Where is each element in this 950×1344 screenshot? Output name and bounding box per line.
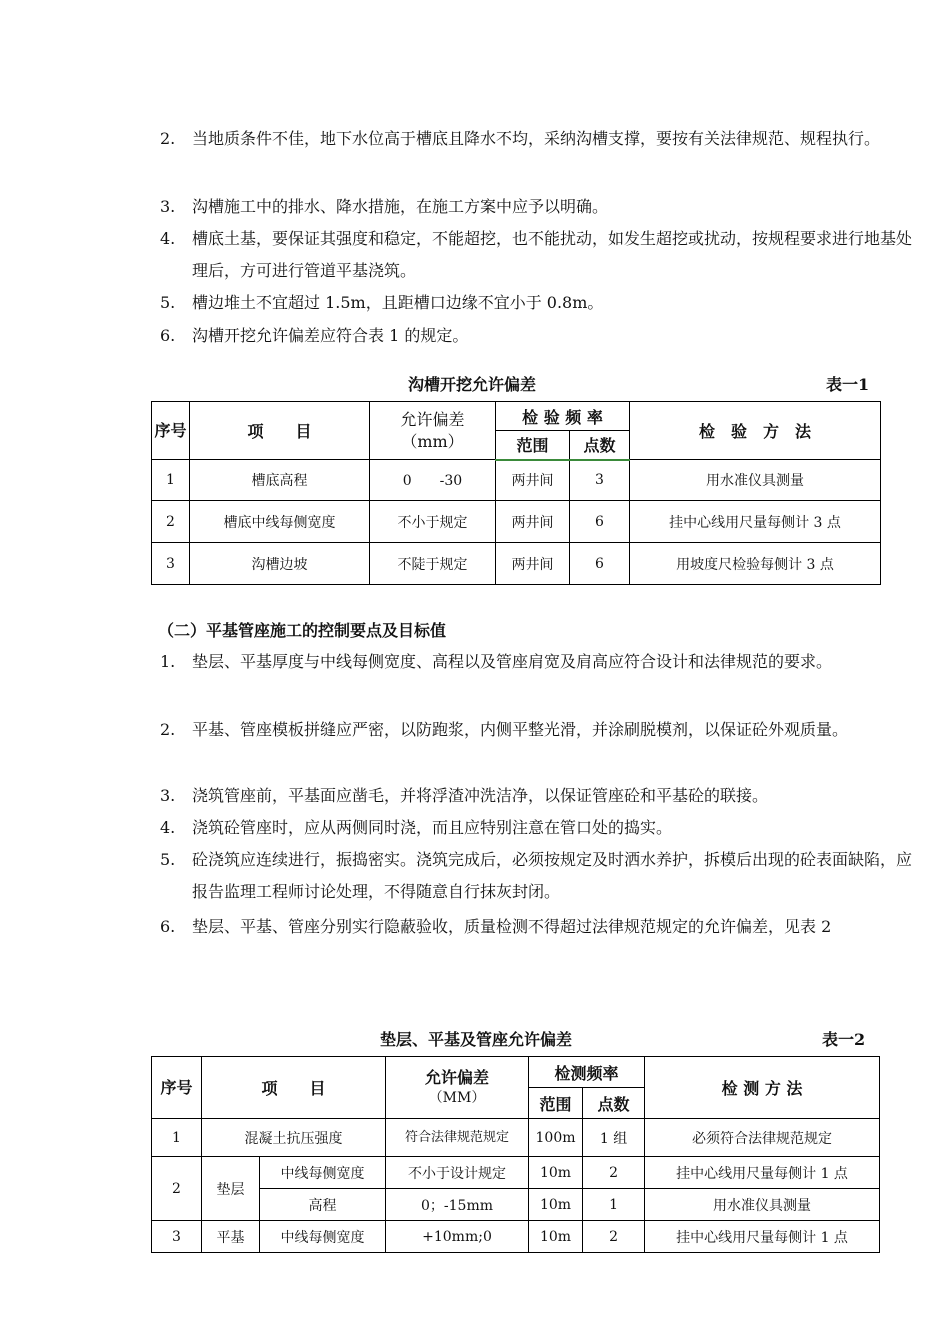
cell-method: 用水准仪具测量 <box>630 460 881 501</box>
cell-points: 6 <box>570 501 630 543</box>
header-points: 点数 <box>570 431 630 460</box>
list-item <box>160 844 912 908</box>
cell-points: 6 <box>570 543 630 585</box>
list-item-number: 4. <box>160 818 176 837</box>
table-caption: 沟槽开挖允许偏差 <box>408 375 537 394</box>
table-row <box>152 1157 880 1189</box>
cell-tolerance: 符合法律规范规定 <box>386 1119 529 1157</box>
header-tolerance-label: 允许偏差 <box>425 1067 490 1087</box>
table-row <box>152 1189 880 1221</box>
header-no: 序号 <box>152 1057 202 1119</box>
table-row <box>152 501 881 543</box>
header-points: 点数 <box>583 1088 645 1119</box>
cell-tolerance: +10mm;0 <box>386 1221 529 1253</box>
list-item <box>160 646 912 678</box>
cell-tolerance: 0；-15mm <box>386 1189 529 1221</box>
header-item: 项 目 <box>202 1057 386 1119</box>
section-heading: （二）平基管座施工的控制要点及目标值 <box>158 621 447 640</box>
list-item-text: 浇筑管座前，平基面应凿毛，并将浮渣冲洗洁净，以保证管座砼和平基砼的联接。 <box>192 786 769 805</box>
cell-points: 3 <box>570 460 630 501</box>
cell-no: 1 <box>152 460 190 501</box>
list-item-number: 1. <box>160 652 176 671</box>
cell-tolerance: 不陡于规定 <box>370 543 496 585</box>
header-tolerance <box>370 402 496 460</box>
cell-no: 1 <box>152 1119 202 1157</box>
list-item-number: 5. <box>160 293 176 312</box>
cell-method: 必须符合法律规范规定 <box>645 1119 880 1157</box>
tolerance-table-1 <box>151 401 881 585</box>
cell-group: 垫层 <box>202 1157 260 1221</box>
header-range: 范围 <box>529 1088 583 1119</box>
table-row <box>152 1119 880 1157</box>
header-no: 序号 <box>152 402 190 460</box>
list-item-text: 当地质条件不佳，地下水位高于槽底且降水不均，采纳沟槽支撑，要按有关法律规范、规程执行。 <box>192 129 881 148</box>
cell-range: 两井间 <box>496 543 570 585</box>
list-item-number: 6. <box>160 326 176 345</box>
cell-no: 2 <box>152 501 190 543</box>
list-item-text: 砼浇筑应连续进行，振捣密实。浇筑完成后，必须按规定及时洒水养护，拆模后出现的砼表面缺陷，应报告监理工程师讨论处理，不得随意自行抹灰封闭。 <box>192 850 913 901</box>
list-item-text: 槽底土基，要保证其强度和稳定，不能超挖，也不能扰动，如发生超挖或扰动，按规程要求进行地基处理后，方可进行管道平基浇筑。 <box>192 229 913 280</box>
cell-item: 高程 <box>260 1189 386 1221</box>
list-item-text: 槽边堆土不宜超过 1.5m，且距槽口边缘不宜小于 0.8m。 <box>192 293 604 312</box>
list-item-number: 3. <box>160 197 176 216</box>
cell-points: 2 <box>583 1221 645 1253</box>
cell-item: 槽底高程 <box>190 460 370 501</box>
list-item-text: 沟槽开挖允许偏差应符合表 1 的规定。 <box>192 326 469 345</box>
cell-range: 10m <box>529 1221 583 1253</box>
cell-range: 两井间 <box>496 501 570 543</box>
list-item <box>160 320 912 352</box>
cell-points: 1 组 <box>583 1119 645 1157</box>
cell-tolerance: 不小于规定 <box>370 501 496 543</box>
cell-tolerance: 0 -30 <box>370 460 496 501</box>
cell-points: 2 <box>583 1157 645 1189</box>
list-item-text: 垫层、平基、管座分别实行隐蔽验收，质量检测不得超过法律规范规定的允许偏差，见表 2 <box>192 917 832 936</box>
cell-range: 10m <box>529 1157 583 1189</box>
header-tolerance <box>386 1057 529 1119</box>
list-item-text: 沟槽施工中的排水、降水措施，在施工方案中应予以明确。 <box>192 197 609 216</box>
cell-item: 混凝土抗压强度 <box>202 1119 386 1157</box>
list-item <box>160 191 912 223</box>
cell-range: 100m <box>529 1119 583 1157</box>
header-tolerance-unit: （MM） <box>428 1089 486 1106</box>
list-item-text: 平基、管座模板拼缝应严密，以防跑浆，内侧平整光滑，并涂刷脱模剂，以保证砼外观质量。 <box>192 720 849 739</box>
tolerance-table-2 <box>151 1056 880 1253</box>
table-caption: 垫层、平基及管座允许偏差 <box>380 1030 573 1049</box>
cell-no: 2 <box>152 1157 202 1221</box>
header-range: 范围 <box>496 431 570 460</box>
list-item <box>160 223 912 287</box>
cell-method: 挂中心线用尺量每侧计 1 点 <box>645 1157 880 1189</box>
list-item-number: 2. <box>160 129 176 148</box>
cell-no: 3 <box>152 1221 202 1253</box>
header-tolerance-label: 允许偏差 <box>400 409 465 429</box>
table-row <box>152 460 881 501</box>
table-row <box>152 1221 880 1253</box>
header-item: 项 目 <box>190 402 370 460</box>
cell-method: 用坡度尺检验每侧计 3 点 <box>630 543 881 585</box>
cell-method: 挂中心线用尺量每侧计 1 点 <box>645 1221 880 1253</box>
list-item <box>160 780 912 812</box>
cell-item: 中线每侧宽度 <box>260 1221 386 1253</box>
list-item-number: 5. <box>160 850 176 869</box>
cell-range: 两井间 <box>496 460 570 501</box>
list-item-text: 垫层、平基厚度与中线每侧宽度、高程以及管座肩宽及肩高应符合设计和法律规范的要求。 <box>192 652 833 671</box>
list-item-number: 3. <box>160 786 176 805</box>
cell-range: 10m <box>529 1189 583 1221</box>
list-item <box>160 812 912 844</box>
table-label: 表一1 <box>826 375 870 394</box>
header-tolerance-unit: （mm） <box>401 431 464 451</box>
table-label: 表一2 <box>822 1030 866 1049</box>
cell-tolerance: 不小于设计规定 <box>386 1157 529 1189</box>
cell-item: 槽底中线每侧宽度 <box>190 501 370 543</box>
table-row <box>152 543 881 585</box>
cell-item: 中线每侧宽度 <box>260 1157 386 1189</box>
list-item <box>160 911 912 943</box>
header-method: 检 验 方 法 <box>630 402 881 460</box>
list-item <box>160 287 912 319</box>
list-item <box>160 714 912 746</box>
cell-method: 用水准仪具测量 <box>645 1189 880 1221</box>
list-item-number: 4. <box>160 229 176 248</box>
list-item-number: 2. <box>160 720 176 739</box>
cell-item: 沟槽边坡 <box>190 543 370 585</box>
cell-group: 平基 <box>202 1221 260 1253</box>
header-frequency: 检测频率 <box>529 1057 645 1088</box>
cell-method: 挂中心线用尺量每侧计 3 点 <box>630 501 881 543</box>
cell-no: 3 <box>152 543 190 585</box>
list-item-text: 浇筑砼管座时，应从两侧同时浇，而且应特别注意在管口处的捣实。 <box>192 818 673 837</box>
header-method: 检 测 方 法 <box>645 1057 880 1119</box>
list-item-number: 6. <box>160 917 176 936</box>
header-frequency: 检 验 频 率 <box>496 402 630 431</box>
cell-points: 1 <box>583 1189 645 1221</box>
list-item <box>160 123 912 155</box>
